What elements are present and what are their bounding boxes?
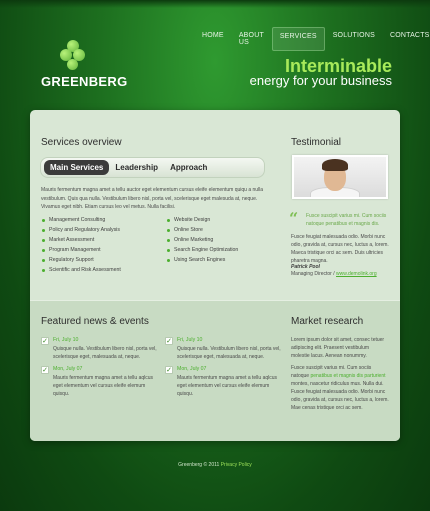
footer: [0, 462, 430, 468]
checkbox-icon[interactable]: ✓: [42, 366, 48, 374]
bullet-icon: [167, 229, 170, 232]
news-text: Mauris fermentum magna amet a tellu aqlcus eget elementum vel cursus eleife elemum quisqu.: [53, 375, 154, 397]
bullet-icon: [42, 269, 45, 272]
services-heading: Services overview: [41, 137, 122, 148]
market-highlight: penatibus et magnis dis parturient: [310, 373, 386, 379]
brand-name[interactable]: GREENBERG: [41, 74, 128, 89]
checkbox-icon[interactable]: ✓: [42, 337, 48, 345]
bullet-icon: [167, 219, 170, 222]
bullet-icon: [42, 229, 45, 232]
bullet-icon: [42, 219, 45, 222]
news-date[interactable]: Fri, July 10: [53, 337, 79, 343]
checkbox-icon[interactable]: ✓: [166, 337, 172, 345]
bullet-icon: [167, 239, 170, 242]
news-text: Quisque nulla. Vestibulum libero nisl, porta vel, scelerisque eget, malesuada at, neque.: [53, 346, 157, 360]
market-paragraph-1: Lorem ipsum dolor sit amet, consec tetuer adipiscing elit. Praesent vestibulum molestie lacus. Aenean nonummy.: [291, 337, 385, 359]
copyright: Greenberg © 2011: [178, 462, 220, 468]
main-nav: [195, 27, 430, 51]
testimonial-body: Fusce feugiat malesuada odio. Morbi nunc odio, gravida at, cursus nec, luctus a, lorem. Maeca tristique orci ac sem. Duis ultricies pharetra magna.: [291, 234, 389, 264]
nav-about-us[interactable]: ABOUT US: [238, 32, 264, 46]
news-text: Mauris fermentum magna amet a tellu aqlcus eget elementum vel cursus eleife elemum quisqu.: [177, 375, 278, 397]
quote-icon: “: [289, 209, 299, 228]
services-tabs: [40, 157, 265, 178]
news-text: Quisque nulla. Vestibulum libero nisl, porta vel, scelerisque eget, malesuada at, neque.: [177, 346, 281, 360]
list-item[interactable]: Online Store: [166, 225, 238, 235]
news-date[interactable]: Mon, July 07: [53, 366, 83, 372]
tab-approach[interactable]: Approach: [170, 163, 208, 172]
privacy-policy-link[interactable]: Privacy Policy: [220, 462, 252, 468]
list-item[interactable]: Scientific and Risk Assessment: [41, 265, 121, 275]
list-item[interactable]: Using Search Engines: [166, 255, 238, 265]
tab-main-services[interactable]: Main Services: [44, 160, 109, 175]
bullet-icon: [42, 239, 45, 242]
list-item[interactable]: Program Management: [41, 245, 121, 255]
bullet-icon: [42, 259, 45, 262]
content-panel: [30, 110, 400, 441]
testimonial-heading: Testimonial: [291, 137, 342, 148]
clover-logo-icon[interactable]: [58, 40, 88, 74]
testimonial-author: Patrick Pool: [291, 264, 320, 270]
nav-home[interactable]: HOME: [202, 32, 224, 39]
list-item[interactable]: Market Assessment: [41, 235, 121, 245]
services-list-2: [166, 215, 238, 265]
bullet-icon: [42, 249, 45, 252]
checkbox-icon[interactable]: ✓: [166, 366, 172, 374]
nav-services[interactable]: SERVICES: [272, 27, 325, 51]
hero-title: Interminable: [284, 56, 392, 76]
nav-solutions[interactable]: SOLUTIONS: [332, 32, 375, 39]
testimonial-photo: [292, 155, 388, 199]
hero-subtitle: energy for your business: [249, 73, 392, 88]
list-item[interactable]: Search Engine Optimization: [166, 245, 238, 255]
market-heading: Market research: [291, 316, 364, 327]
bullet-icon: [167, 259, 170, 262]
author-website-link[interactable]: www.demolink.org: [336, 271, 377, 277]
list-item[interactable]: Online Marketing: [166, 235, 238, 245]
services-intro: Mauris fermentum magna amet a tellu auctor eget elementum cursus eleife elementum quiqu a nulla vestibulum. Quis qua nulla. Vestibulum libero nisl, porta vel, scelerisque eget malesuda at, neque. Vivamus eget nibh. Etiam cursus leo vel metus. Nulla facilisi.: [41, 187, 264, 210]
services-list-1: [41, 215, 121, 275]
news-heading: Featured news & events: [41, 316, 149, 327]
list-item[interactable]: Management Consulting: [41, 215, 121, 225]
testimonial-quote: Fusce suscipit varius mi. Cum sociis natoque penatibus et magnis dis.: [306, 213, 387, 227]
news-date[interactable]: Mon, July 07: [177, 366, 207, 372]
market-paragraph-2: Fusce suscipit varius mi. Cum sociis natoque penatibus et magnis dis parturient montes, nascetur ridiculus mus. Nulla dui. Fusce feugiat malesuada odio. Morbi nunc odio, gravida at, cursus nec, luctus a, lorem. Mae cenas tristique orci ac sem.: [291, 365, 389, 411]
news-date[interactable]: Fri, July 10: [177, 337, 203, 343]
list-item[interactable]: Regulatory Support: [41, 255, 121, 265]
nav-contacts[interactable]: CONTACTS: [389, 32, 430, 39]
top-shade: [0, 0, 430, 8]
tab-leadership[interactable]: Leadership: [115, 163, 159, 172]
testimonial-role: Managing Director / www.demolink.org: [291, 271, 377, 277]
list-item[interactable]: Website Design: [166, 215, 238, 225]
bullet-icon: [167, 249, 170, 252]
list-item[interactable]: Policy and Regulatory Analysis: [41, 225, 121, 235]
